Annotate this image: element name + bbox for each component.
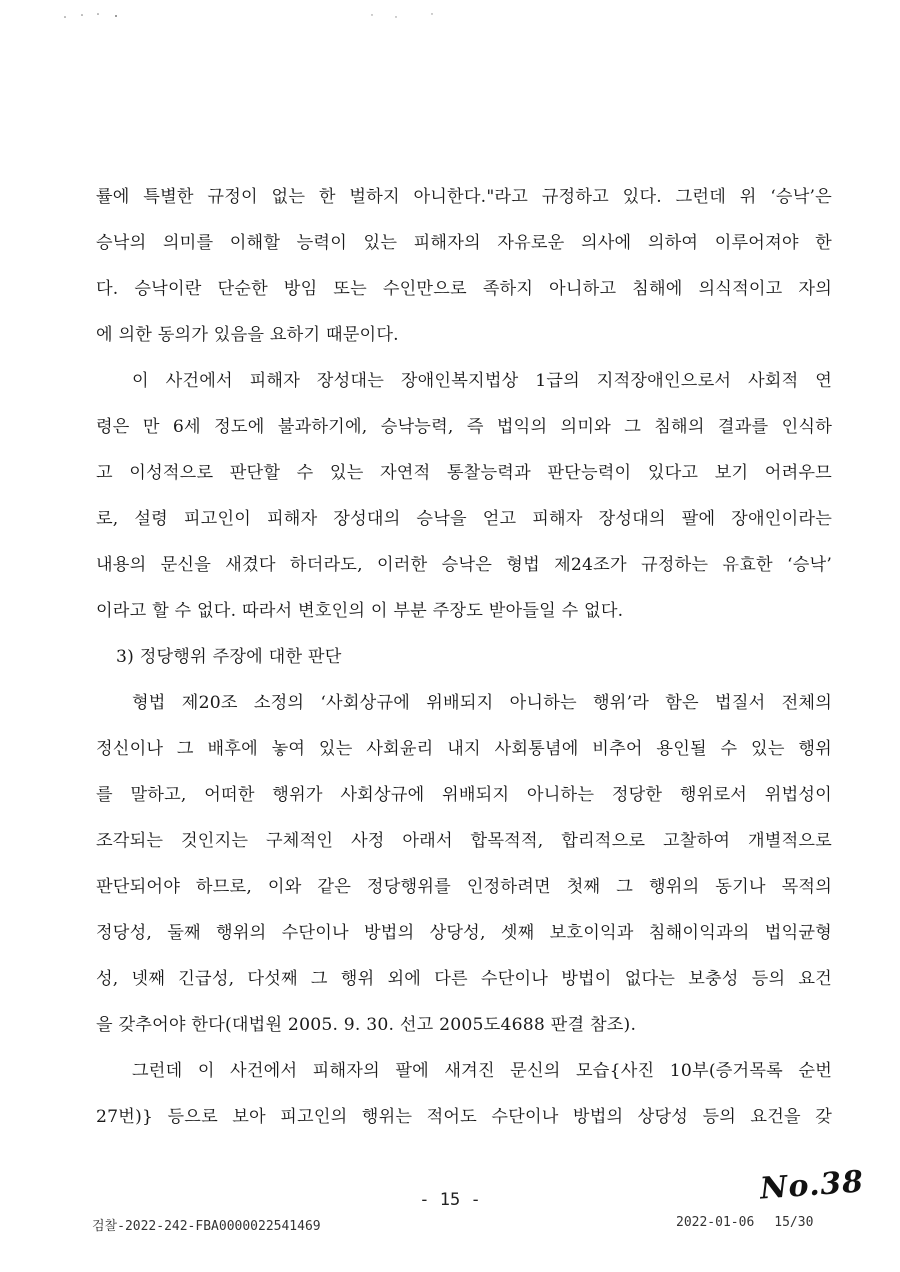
page-number: - 15 -: [419, 1190, 481, 1210]
body-line: 판단되어야 하므로, 이와 같은 정당행위를 인정하려면 첫째 그 행위의 동기나 목적의: [96, 877, 832, 897]
body-line: 내용의 문신을 새겼다 하더라도, 이러한 승낙은 형법 제24조가 규정하는 유효한 ‘승낙’: [96, 555, 832, 575]
body-line: 를 말하고, 어떠한 행위가 사회상규에 위배되지 아니하는 정당한 행위로서 위법성이: [96, 785, 832, 805]
body-line: 27번)} 등으로 보아 피고인의 행위는 적어도 수단이나 방법의 상당성 등의 요건을 갖: [96, 1107, 832, 1127]
body-line: 에 의한 동의가 있음을 요하기 때문이다.: [96, 325, 399, 345]
scan-specks: [60, 8, 460, 28]
body-line: 이 사건에서 피해자 장성대는 장애인복지법상 1급의 지적장애인으로서 사회적 연: [132, 371, 832, 391]
footer-page-count: 15/30: [774, 1215, 814, 1230]
handwritten-page-mark: No.38: [758, 1164, 866, 1207]
section-heading: 3) 정당행위 주장에 대한 판단: [116, 647, 342, 667]
body-line: 고 이성적으로 판단할 수 있는 자연적 통찰능력과 판단능력이 있다고 보기 어려우므: [96, 463, 832, 483]
document-id: 검찰-2022-242-FBA0000022541469: [92, 1219, 321, 1234]
body-line: 형법 제20조 소정의 ‘사회상규에 위배되지 아니하는 행위’라 함은 법질서 전체의: [132, 693, 832, 713]
body-line: 령은 만 6세 정도에 불과하기에, 승낙능력, 즉 법익의 의미와 그 침해의 결과를 인식하: [96, 417, 832, 437]
body-line: 을 갖추어야 한다(대법원 2005. 9. 30. 선고 2005도4688 판결 참조).: [96, 1015, 637, 1035]
body-line: 이라고 할 수 없다. 따라서 변호인의 이 부분 주장도 받아들일 수 없다.: [96, 601, 624, 621]
body-line: 조각되는 것인지는 구체적인 사정 아래서 합목적적, 합리적으로 고찰하여 개별적으로: [96, 831, 832, 851]
footer-meta: [676, 1215, 813, 1230]
body-line: 정당성, 둘째 행위의 수단이나 방법의 상당성, 셋째 보호이익과 침해이익과의 법익균형: [96, 923, 832, 943]
body-line: 성, 넷째 긴급성, 다섯째 그 행위 외에 다른 수단이나 방법이 없다는 보충성 등의 요건: [96, 969, 832, 989]
body-line: 률에 특별한 규정이 없는 한 벌하지 아니한다."라고 규정하고 있다. 그런데 위 ‘승낙’은: [96, 187, 832, 207]
body-line: 그런데 이 사건에서 피해자의 팔에 새겨진 문신의 모습{사진 10부(증거목록 순번: [132, 1061, 832, 1081]
footer-date: 2022-01-06: [676, 1215, 755, 1230]
body-line: 승낙의 의미를 이해할 능력이 있는 피해자의 자유로운 의사에 의하여 이루어져야 한: [96, 233, 832, 253]
document-body: [96, 174, 832, 1140]
body-line: 정신이나 그 배후에 놓여 있는 사회윤리 내지 사회통념에 비추어 용인될 수 있는 행위: [96, 739, 832, 759]
body-line: 로, 설령 피고인이 피해자 장성대의 승낙을 얻고 피해자 장성대의 팔에 장애인이라는: [96, 509, 832, 529]
body-line: 다. 승낙이란 단순한 방임 또는 수인만으로 족하지 아니하고 침해에 의식적이고 자의: [96, 279, 832, 299]
